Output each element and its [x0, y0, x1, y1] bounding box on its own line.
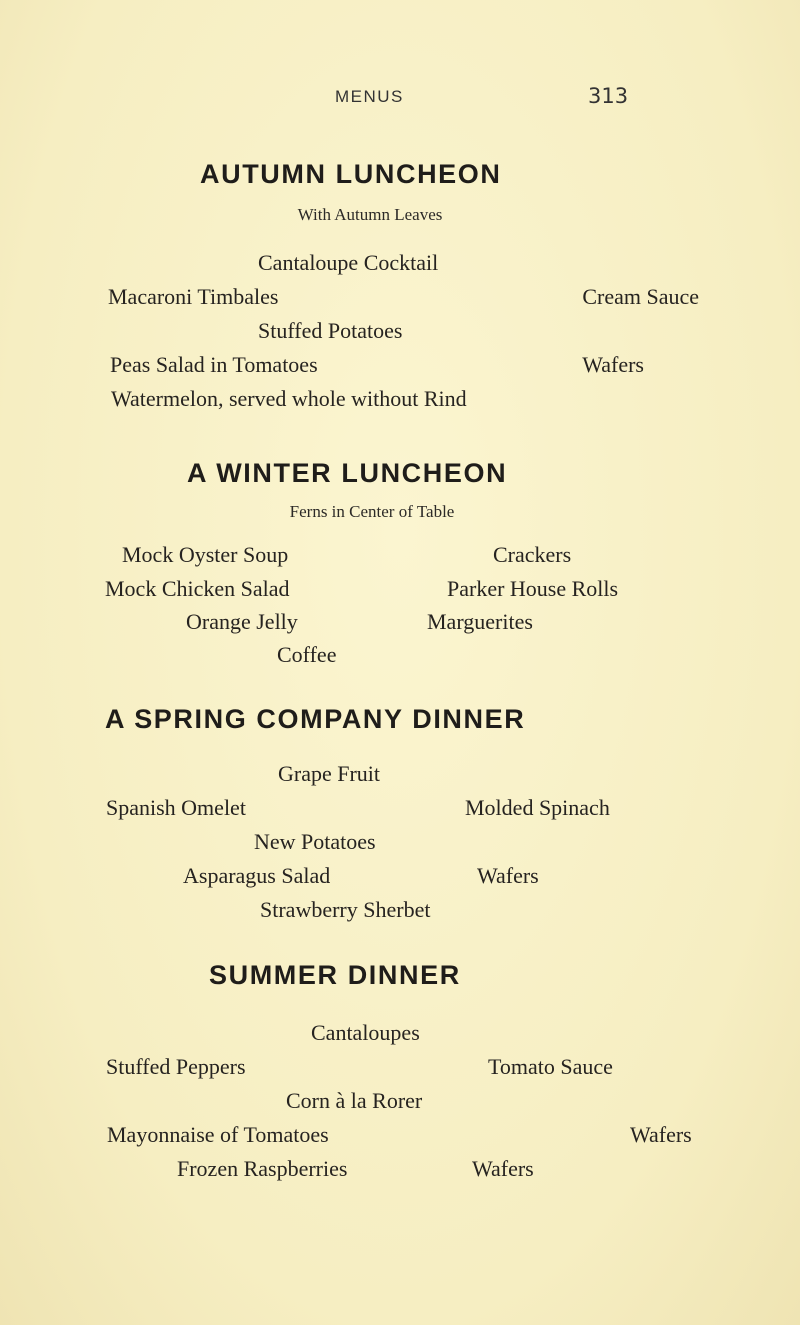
menu-item-accompaniment: Wafers: [582, 352, 644, 377]
menu-item: New Potatoes: [254, 829, 376, 854]
menu-item: Cantaloupe Cocktail: [258, 250, 439, 275]
menu-item: Macaroni Timbales: [108, 284, 279, 309]
menu-subtitle: With Autumn Leaves: [297, 205, 443, 224]
menu-item-accompaniment: Parker House Rolls: [447, 576, 619, 601]
menu-item: Asparagus Salad: [183, 863, 331, 888]
menu-item: Grape Fruit: [278, 761, 381, 786]
menu-title: AUTUMN LUNCHEON: [200, 159, 502, 189]
menu-item: Stuffed Potatoes: [258, 318, 403, 343]
menu-subtitle: Ferns in Center of Table: [289, 502, 455, 521]
menu-item: Spanish Omelet: [106, 795, 246, 820]
menu-item: Watermelon, served whole without Rind: [111, 386, 467, 411]
menu-item: Coffee: [277, 642, 337, 667]
menu-item-accompaniment: Wafers: [472, 1156, 534, 1181]
menu-item: Stuffed Peppers: [106, 1054, 246, 1079]
menu-item: Orange Jelly: [186, 609, 298, 634]
menu-item: Mock Oyster Soup: [122, 542, 289, 567]
menu-item: Frozen Raspberries: [177, 1156, 348, 1181]
menu-title: A SPRING COMPANY DINNER: [105, 704, 526, 734]
menu-item-accompaniment: Wafers: [477, 863, 539, 888]
menu-title: SUMMER DINNER: [209, 960, 461, 990]
menu-item: Cantaloupes: [311, 1020, 420, 1045]
menu-item-accompaniment: Molded Spinach: [465, 795, 610, 820]
menu-item-accompaniment: Marguerites: [427, 609, 533, 634]
menu-item-accompaniment: Cream Sauce: [582, 284, 699, 309]
running-header: MENUS: [335, 87, 404, 106]
page-number: 313: [588, 84, 629, 108]
menu-item: Strawberry Sherbet: [260, 897, 431, 922]
menu-title: A WINTER LUNCHEON: [187, 458, 508, 488]
menu-item-accompaniment: Wafers: [630, 1122, 692, 1147]
menu-item: Peas Salad in Tomatoes: [110, 352, 318, 377]
menu-item: Mayonnaise of Tomatoes: [107, 1122, 329, 1147]
menu-item: Corn à la Rorer: [286, 1088, 423, 1113]
menu-item-accompaniment: Crackers: [493, 542, 572, 567]
menu-item-accompaniment: Tomato Sauce: [488, 1054, 613, 1079]
menu-item: Mock Chicken Salad: [105, 576, 290, 601]
